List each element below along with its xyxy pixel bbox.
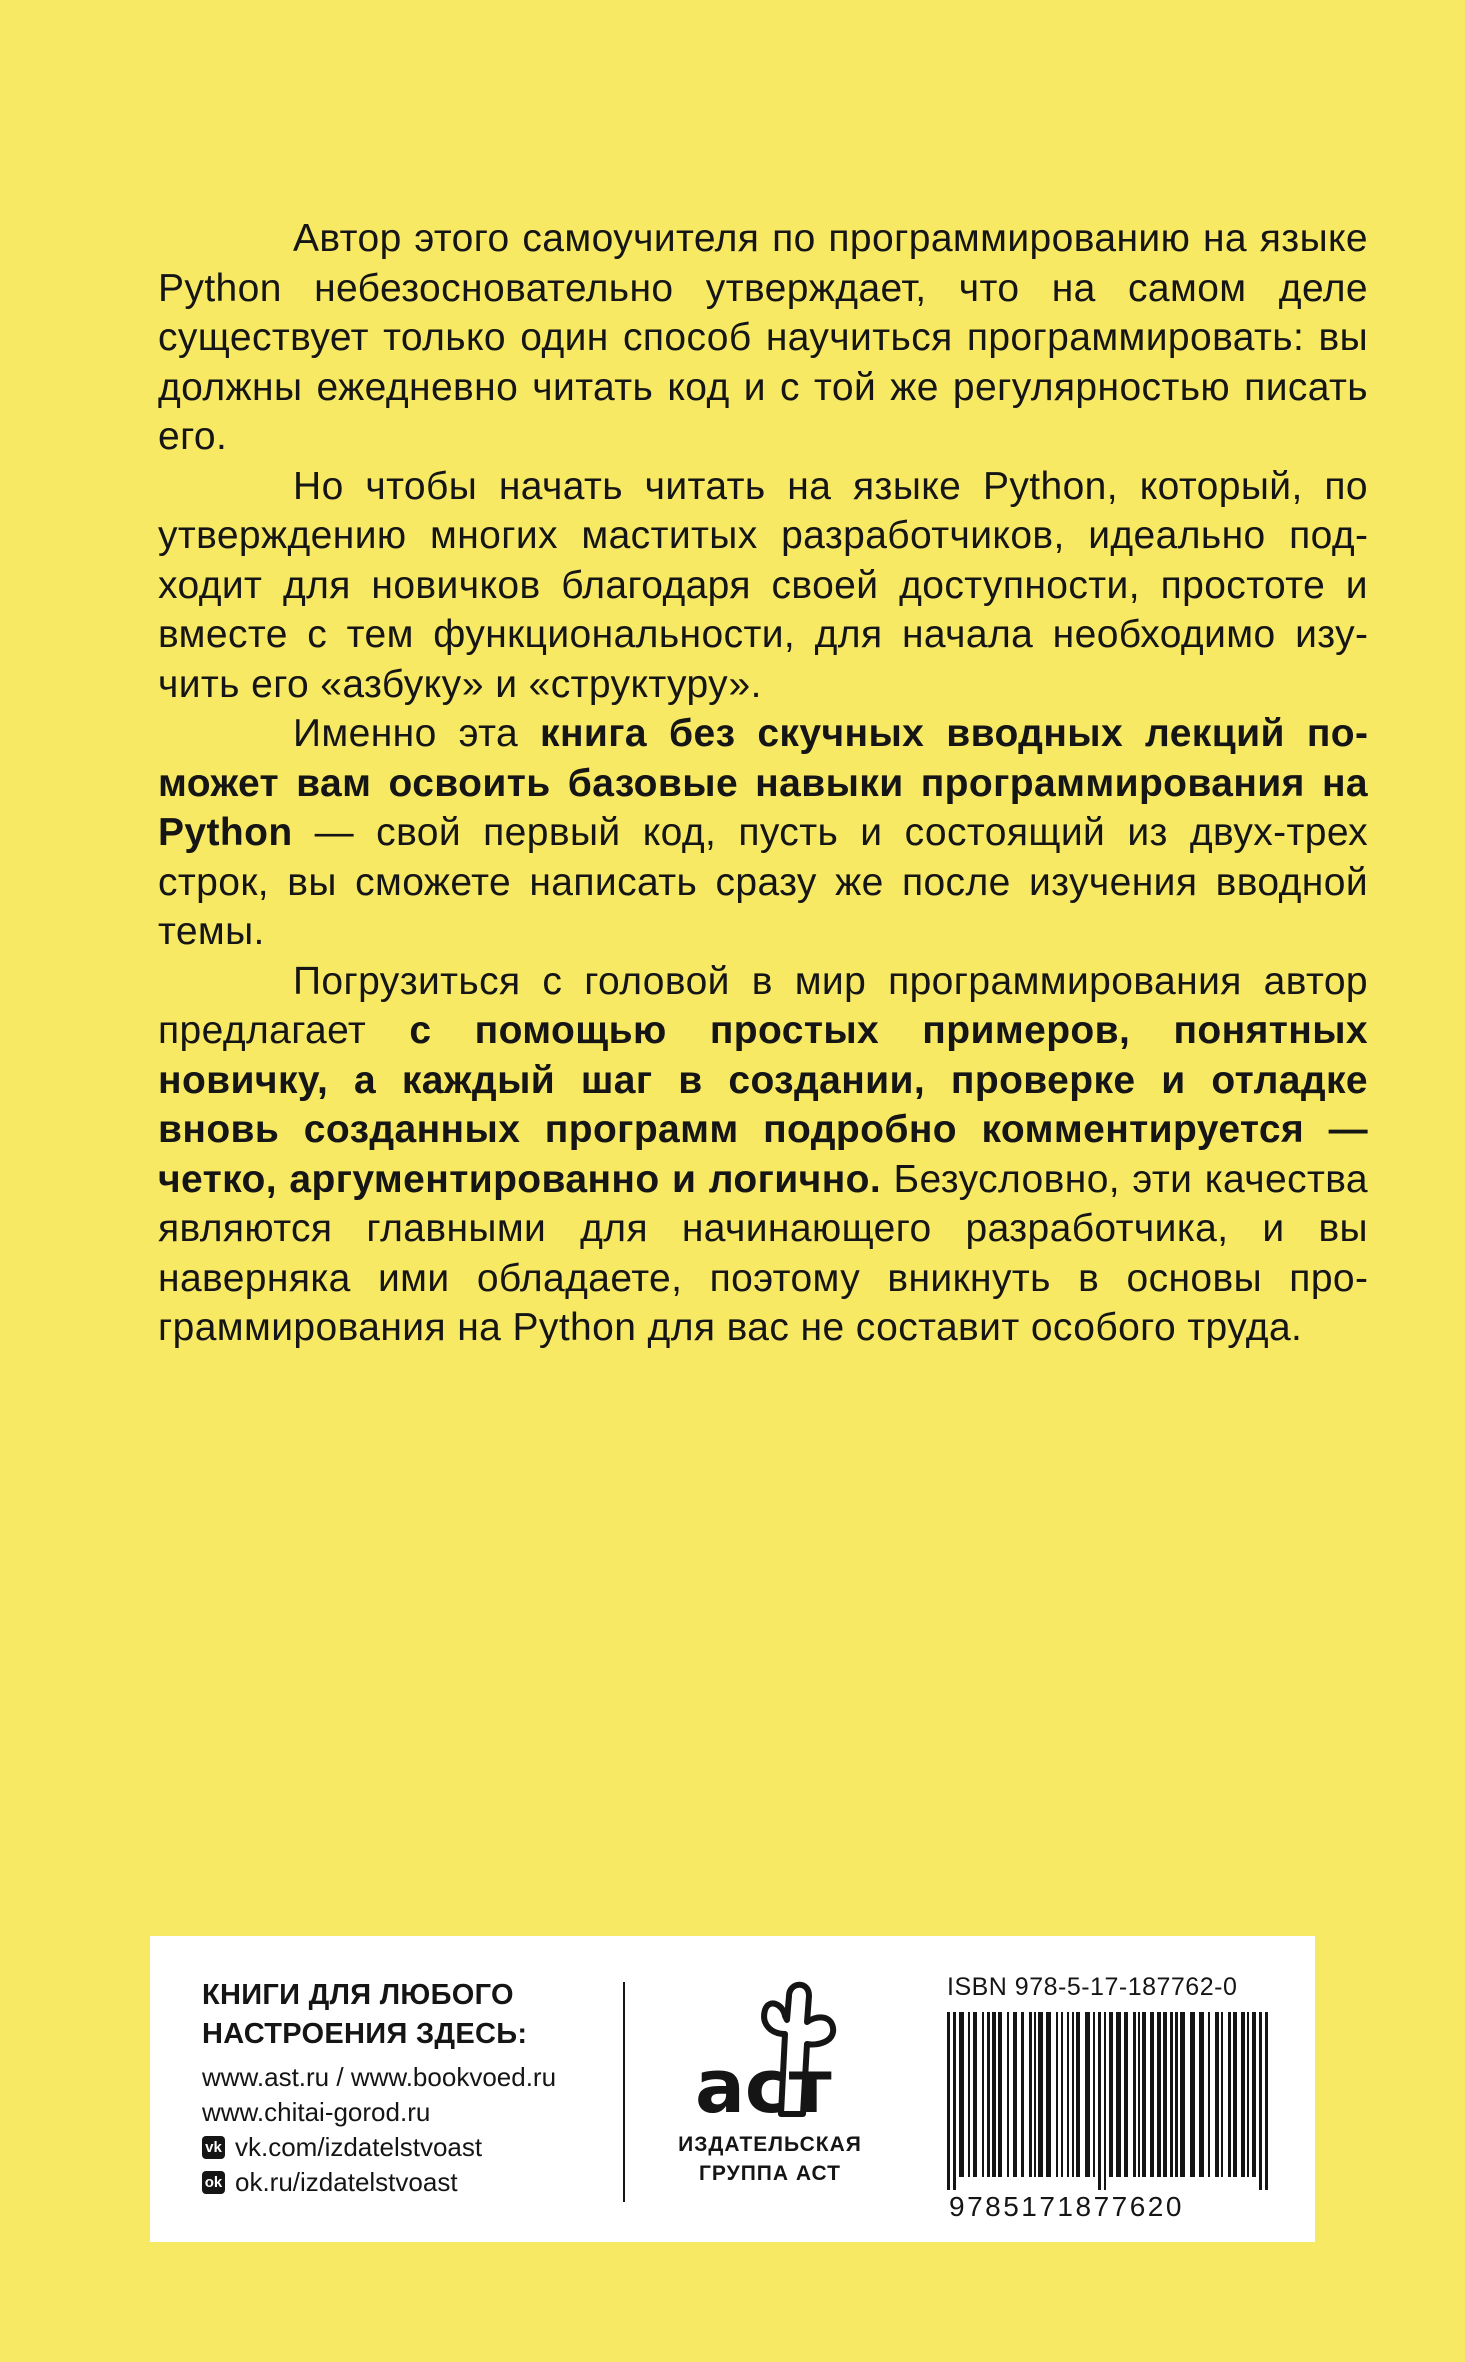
barcode-bar xyxy=(1116,2012,1121,2177)
barcode-bar xyxy=(959,2012,964,2177)
barcode-bar xyxy=(982,2012,984,2177)
barcode-bar xyxy=(1170,2012,1173,2177)
barcode-bar xyxy=(1259,2012,1262,2190)
barcode-bar xyxy=(1038,2012,1043,2177)
barcode-bar xyxy=(1007,2012,1009,2177)
barcode-bar xyxy=(1150,2012,1154,2177)
blurb-p3-text-a: Именно эта xyxy=(293,712,541,755)
barcode-bar xyxy=(998,2012,1002,2177)
barcode-bar xyxy=(1076,2012,1080,2177)
barcode-bar xyxy=(1109,2012,1113,2177)
blurb-p3-text-b: — свой первый код, пусть и состоящий из двух-трех строк, вы сможете написать сразу же после изучения вводной темы. xyxy=(158,811,1368,953)
barcode-bar xyxy=(1163,2012,1167,2177)
barcode-bar xyxy=(1046,2012,1051,2177)
barcode-bar xyxy=(1221,2012,1223,2177)
barcode-bar xyxy=(1233,2012,1237,2177)
barcode-bar xyxy=(1228,2012,1231,2177)
barcode-bar xyxy=(1021,2012,1024,2177)
barcode-bar xyxy=(1013,2012,1017,2177)
barcode-bar xyxy=(1215,2012,1219,2177)
blurb-p4-bold: с помощью простых примеров, понятных новичку, а каждый шаг в создании, проверке и отладке вновь созданных программ подробно комментируется — четко, аргументированно и логично. xyxy=(158,1009,1368,1201)
publisher-name-line-1: ИЗДАТЕЛЬСКАЯ xyxy=(678,2133,862,2156)
blurb-paragraph-4 xyxy=(158,957,1368,1353)
ok-icon: ok xyxy=(202,2171,225,2194)
barcode-bar xyxy=(1124,2012,1128,2177)
barcode-bar xyxy=(953,2012,956,2190)
publisher-name-line-2: ГРУППА АСТ xyxy=(699,2162,841,2185)
barcode-bar xyxy=(1190,2012,1195,2177)
barcode-bars xyxy=(947,2012,1268,2190)
isbn-text: ISBN 978-5-17-187762-0 xyxy=(947,1973,1238,2001)
info-box xyxy=(150,1936,1315,2242)
ast-logo-text: аст xyxy=(695,2044,832,2126)
publisher-block xyxy=(655,1976,885,2188)
barcode-bar xyxy=(968,2012,970,2177)
barcode-bar xyxy=(973,2012,977,2177)
barcode-bar xyxy=(987,2012,990,2177)
blurb-paragraph-2 xyxy=(158,462,1368,710)
where-heading-2: НАСТРОЕНИЯ ЗДЕСЬ: xyxy=(202,2018,528,2050)
barcode-bar xyxy=(1208,2012,1210,2177)
barcode-bar xyxy=(1241,2012,1245,2177)
barcode-bar xyxy=(1157,2012,1161,2177)
isbn-barcode xyxy=(945,1972,1285,2222)
ok-link[interactable] xyxy=(202,2165,582,2200)
vk-icon: vk xyxy=(202,2136,225,2159)
barcode-bar xyxy=(1199,2012,1204,2177)
divider xyxy=(623,1982,625,2202)
barcode-bar xyxy=(1093,2012,1095,2177)
blurb-paragraph-1 xyxy=(158,214,1368,462)
publisher-name xyxy=(655,2130,885,2188)
vk-link[interactable] xyxy=(202,2130,582,2165)
barcode-bar xyxy=(992,2012,996,2177)
cover-blurb xyxy=(158,214,1368,1353)
blurb-p4-text-a: Погрузиться с головой в мир программирования автор предлагает xyxy=(158,959,1368,1052)
barcode-bar xyxy=(1175,2012,1178,2177)
barcode-bar xyxy=(1056,2012,1058,2177)
barcode-bar xyxy=(1252,2012,1256,2177)
site-link-ast-bookvoed[interactable]: www.ast.ru / www.bookvoed.ru xyxy=(202,2062,557,2092)
blurb-p2-text: Но чтобы начать читать на языке Python, который, по утверждению многих маститых разработчиков, идеально подходит для новичков благодаря своей доступности, простоте и вместе с тем функциональности, для начала необходимо изучить его «азбуку» и «структуру». xyxy=(158,464,1368,706)
barcode-bar xyxy=(1247,2012,1249,2177)
site-link-chitai-gorod[interactable]: www.chitai-gorod.ru xyxy=(202,2097,431,2127)
barcode-bar xyxy=(1072,2012,1074,2177)
barcode-bar xyxy=(1104,2012,1106,2190)
barcode-bar xyxy=(1067,2012,1069,2177)
vk-link-text: vk.com/izdatelstvoast xyxy=(235,2132,483,2162)
blurb-p4-text-b: Безусловно, эти качества являются главными для начинающего разработчика, и вы наверняка ими обладаете, поэтому вникнуть в основы программирования на Python для вас не составит особого труда. xyxy=(158,1157,1369,1349)
ast-logo xyxy=(655,1976,885,2126)
barcode-bar xyxy=(1265,2012,1268,2190)
barcode-bar xyxy=(1034,2012,1036,2177)
barcode-bar xyxy=(1029,2012,1032,2177)
barcode-digits: 9785171877620 xyxy=(949,2191,1184,2222)
where-heading-1: КНИГИ ДЛЯ ЛЮБОГО xyxy=(202,1979,514,2011)
ok-link-text: ok.ru/izdatelstvoast xyxy=(235,2167,458,2197)
barcode-bar xyxy=(1142,2012,1146,2177)
barcode-bar xyxy=(1085,2012,1090,2177)
blurb-p3-bold: книга без скучных вводных лекций поможет вам освоить базовые навыки программирования на Python xyxy=(158,712,1369,854)
barcode-bar xyxy=(947,2012,950,2190)
barcode-bar xyxy=(1180,2012,1185,2177)
where-to-buy xyxy=(202,1976,582,2200)
barcode-bar xyxy=(1061,2012,1063,2177)
barcode-bar xyxy=(1138,2012,1140,2177)
barcode-bar xyxy=(1133,2012,1136,2177)
blurb-p1-text: Автор этого самоучителя по программированию на языке Python небезосновательно утверждает, что на самом деле существует только один способ научиться программировать: вы должны ежедневно читать код и с той же регулярностью писать его. xyxy=(158,217,1368,458)
blurb-paragraph-3 xyxy=(158,709,1368,957)
barcode-bar xyxy=(1098,2012,1101,2190)
barcode xyxy=(945,2012,1270,2222)
